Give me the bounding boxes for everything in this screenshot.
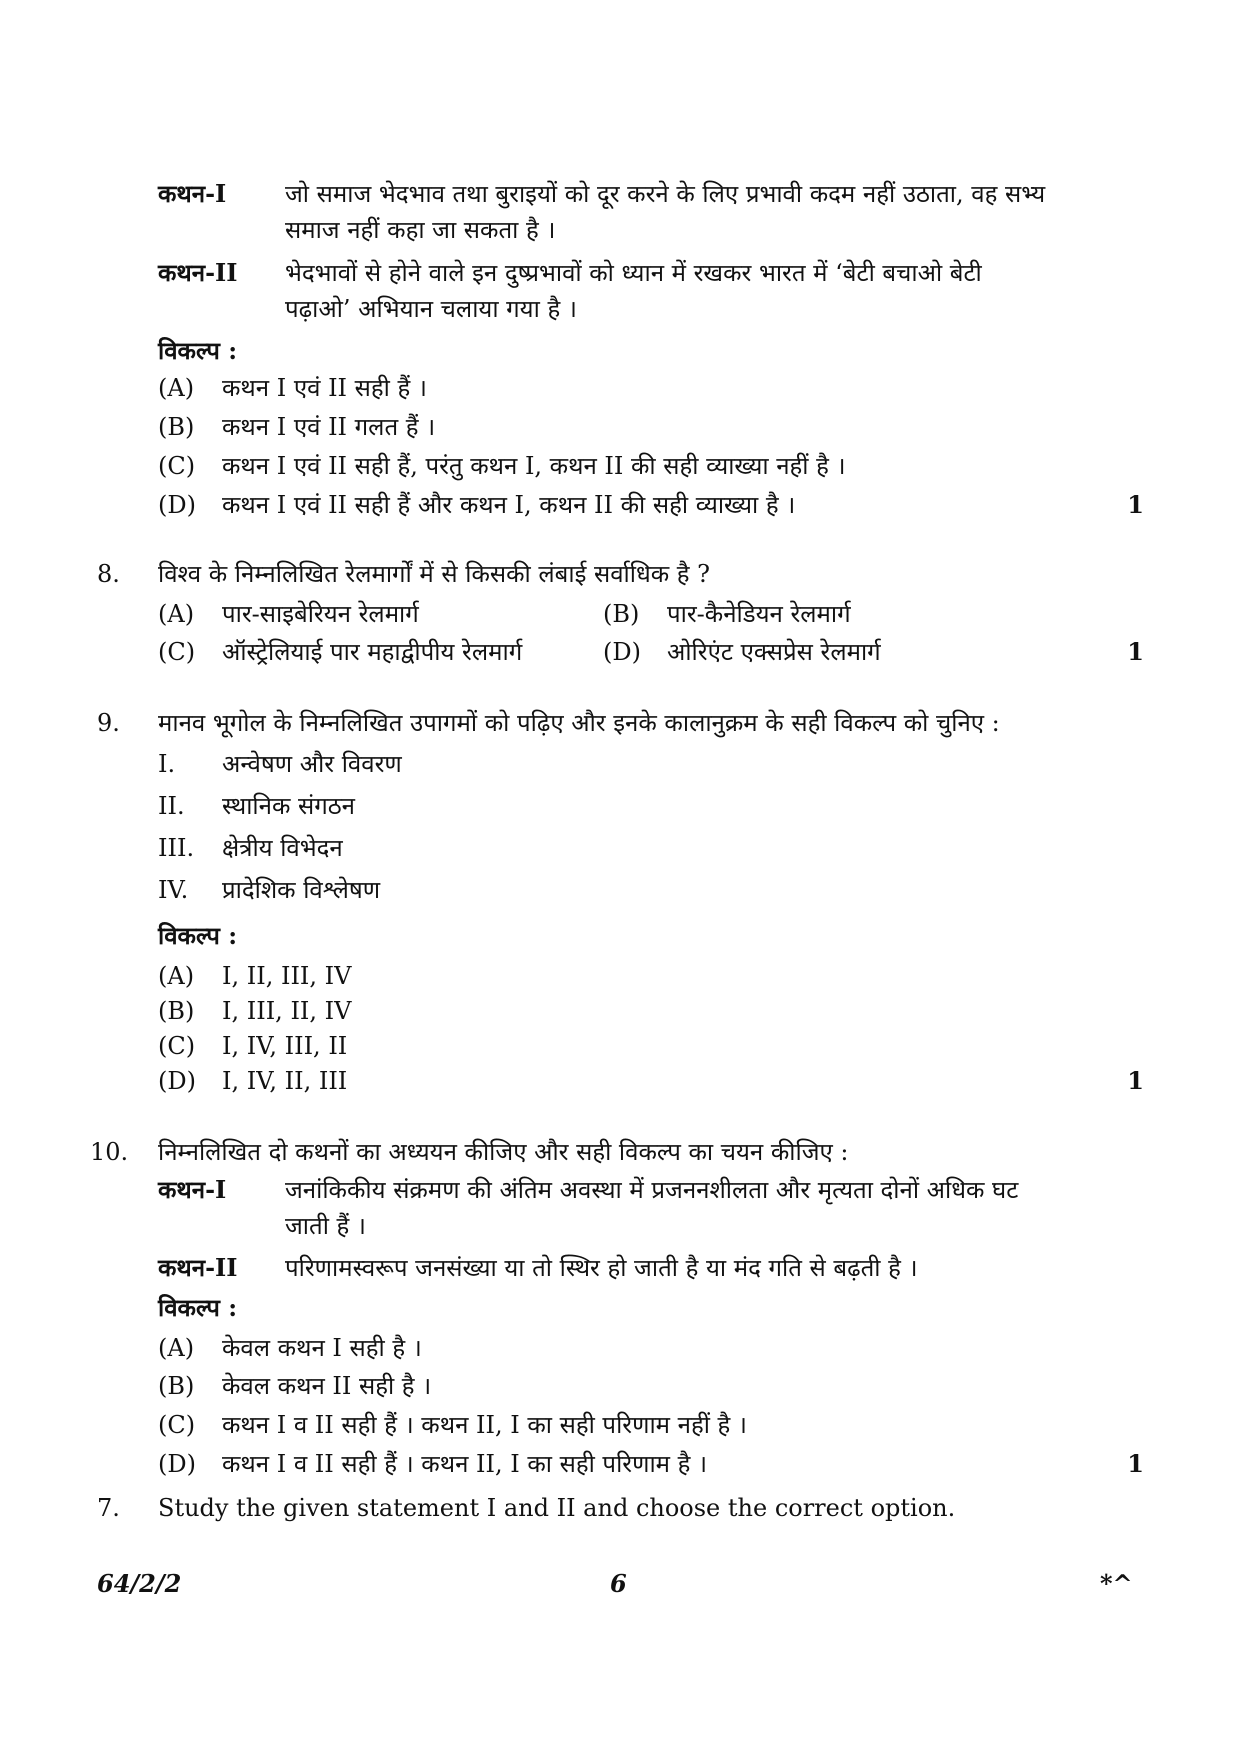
page-mark: *^ [1100,1569,1133,1598]
item-label: II. [158,792,185,820]
statement-text [285,1172,1085,1244]
option-text: I, IV, II, III [222,1067,348,1095]
option-label: (C) [158,1032,196,1060]
option-text: कथन I व II सही हैं । कथन II, I का सही परिणाम है । [222,1450,708,1478]
statement-text [285,176,1085,248]
option-label: (D) [158,1067,196,1095]
question-number: 8. [97,560,120,588]
statement-line: पढ़ाओ’ अभियान चलाया गया है । [285,295,577,323]
option-text: I, III, II, IV [222,997,352,1025]
item-label: I. [158,750,176,778]
marks: 1 [1127,490,1144,519]
statement-line: समाज नहीं कहा जा सकता है । [285,216,556,244]
item-label: IV. [158,876,189,904]
statement-label: कथन-I [158,1175,227,1204]
option-label: (A) [158,374,195,402]
option-text: कथन I एवं II सही हैं और कथन I, कथन II की सही व्याख्या है । [222,491,796,519]
question-number: 10. [90,1138,129,1166]
question-number: 7. [97,1494,120,1522]
options-title: विकल्प : [158,336,238,365]
option-label: (B) [158,997,195,1025]
statement-label: कथन-II [158,258,238,287]
statement-text [285,255,1085,327]
option-label: (A) [158,600,195,628]
option-label: (D) [603,638,641,666]
marks: 1 [1127,1066,1144,1095]
statement-label: कथन-I [158,179,227,208]
question-number: 9. [97,709,120,737]
option-text: ऑस्ट्रेलियाई पार महाद्वीपीय रेलमार्ग [222,638,523,666]
option-text: पार-साइबेरियन रेलमार्ग [222,600,419,628]
option-label: (D) [158,491,196,519]
statement-line: भेदभावों से होने वाले इन दुष्प्रभावों को ध्यान में रखकर भारत में ‘बेटी बचाओ बेटी [285,259,982,287]
question-text: मानव भूगोल के निम्नलिखित उपागमों को पढ़िए और इनके कालानुक्रम के सही विकल्प को चुनिए : [158,709,1000,737]
option-label: (A) [158,1334,195,1362]
option-label: (B) [158,413,195,441]
option-label: (B) [158,1372,195,1400]
option-label: (C) [158,638,196,666]
item-label: III. [158,834,195,862]
option-label: (C) [158,1411,196,1439]
option-text: केवल कथन II सही है । [222,1372,432,1400]
option-text: केवल कथन I सही है । [222,1334,422,1362]
option-text: कथन I एवं II सही हैं । [222,374,427,402]
question-text: विश्व के निम्नलिखित रेलमार्गों में से किसकी लंबाई सर्वाधिक है ? [158,560,711,588]
option-label: (D) [158,1450,196,1478]
option-text: I, IV, III, II [222,1032,348,1060]
item-text: क्षेत्रीय विभेदन [222,834,343,862]
marks: 1 [1127,1449,1144,1478]
marks: 1 [1127,637,1144,666]
item-text: प्रादेशिक विश्लेषण [222,876,381,904]
option-label: (C) [158,452,196,480]
option-text: कथन I व II सही हैं । कथन II, I का सही परिणाम नहीं है । [222,1411,748,1439]
statement-line: जाती हैं । [285,1212,367,1240]
item-text: स्थानिक संगठन [222,792,356,820]
option-label: (A) [158,962,195,990]
page-number: 6 [610,1569,627,1598]
option-text: कथन I एवं II गलत हैं । [222,413,436,441]
question-text: निम्नलिखित दो कथनों का अध्ययन कीजिए और सही विकल्प का चयन कीजिए : [158,1138,849,1166]
statement-line: जो समाज भेदभाव तथा बुराइयों को दूर करने के लिए प्रभावी कदम नहीं उठाता, वह सभ्य [285,180,1046,208]
option-text: कथन I एवं II सही हैं, परंतु कथन I, कथन II की सही व्याख्या नहीं है । [222,452,846,480]
option-text: ओरिएंट एक्सप्रेस रेलमार्ग [667,638,881,666]
question-text: Study the given statement I and II and choose the correct option. [158,1494,956,1522]
statement-text: परिणामस्वरूप जनसंख्या या तो स्थिर हो जाती है या मंद गति से बढ़ती है । [285,1254,918,1282]
item-text: अन्वेषण और विवरण [222,750,402,778]
option-label: (B) [603,600,640,628]
paper-code: 64/2/2 [97,1569,182,1598]
options-title: विकल्प : [158,921,238,950]
options-title: विकल्प : [158,1293,238,1322]
option-text: पार-कैनेडियन रेलमार्ग [667,600,851,628]
statement-label: कथन-II [158,1253,238,1282]
option-text: I, II, III, IV [222,962,352,990]
statement-line: जनांकिकीय संक्रमण की अंतिम अवस्था में प्रजननशीलता और मृत्यता दोनों अधिक घट [285,1176,1019,1204]
